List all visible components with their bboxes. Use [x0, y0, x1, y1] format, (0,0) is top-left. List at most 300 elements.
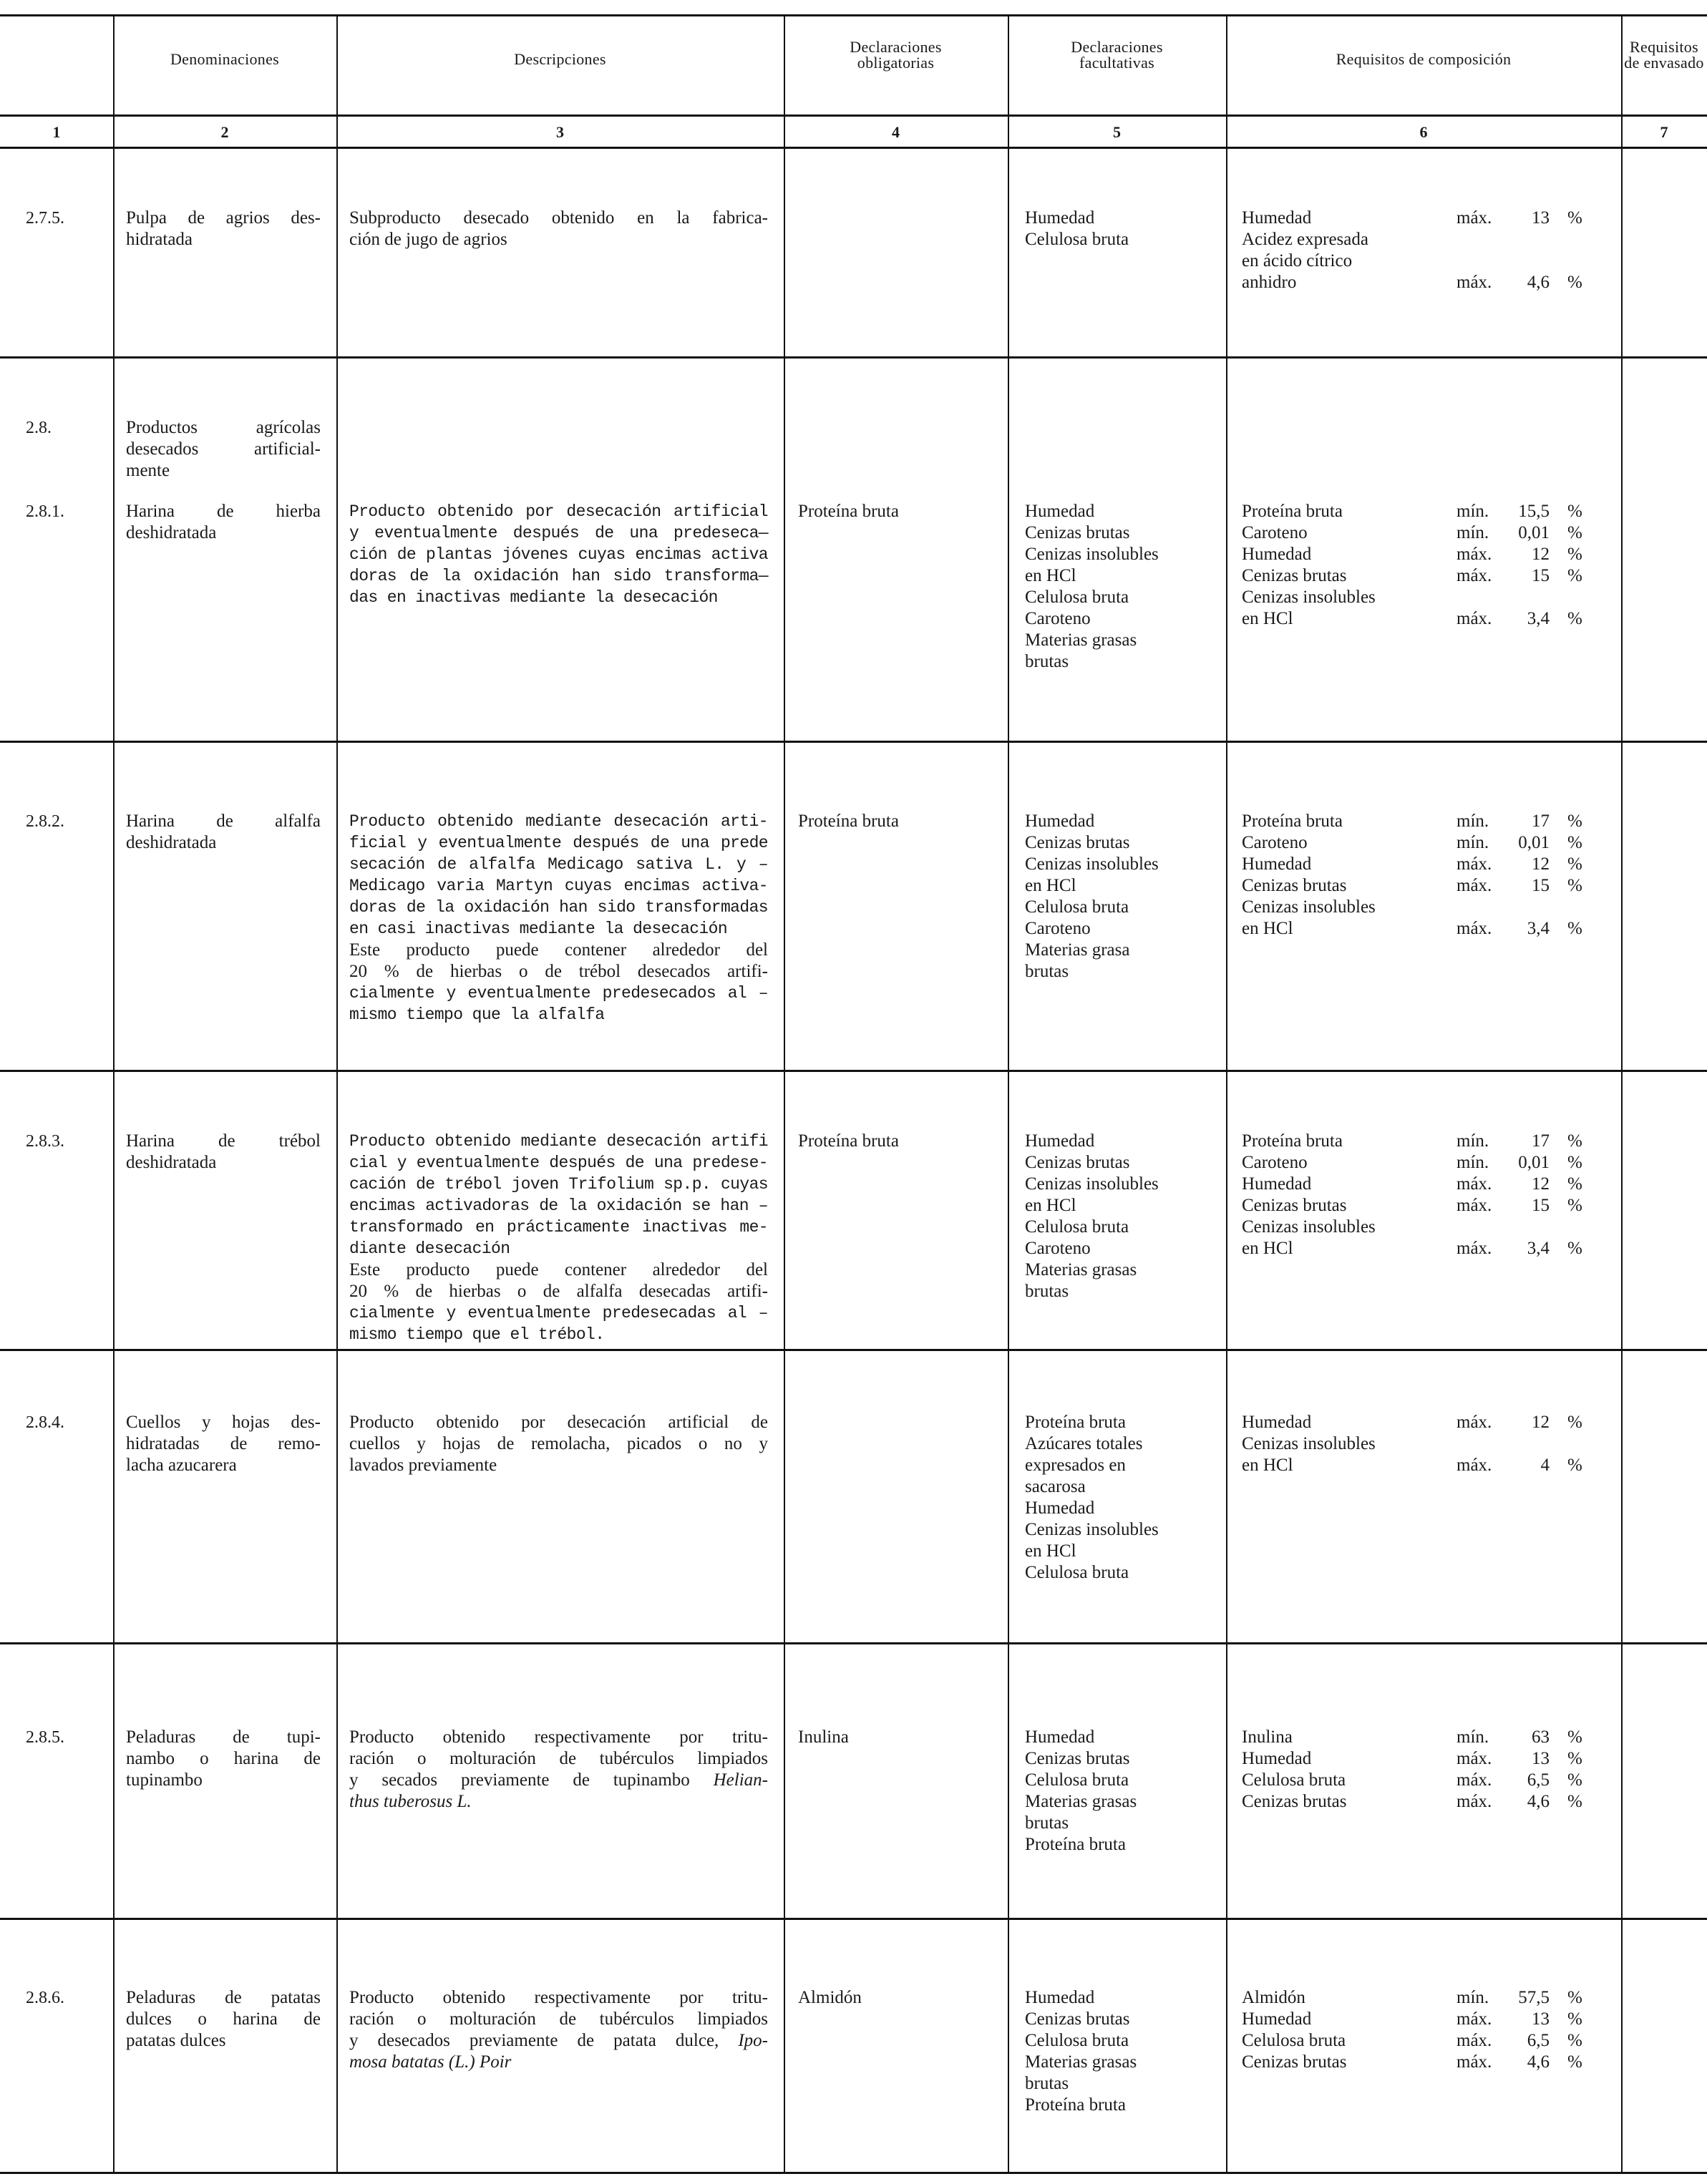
requirement-label: Humedad: [1242, 1413, 1312, 1432]
requirement-row: [1242, 897, 1608, 918]
requirement-unit: %: [1567, 2052, 1582, 2072]
requirement-label: Caroteno: [1242, 523, 1308, 542]
optional-item: Proteína bruta: [1025, 1835, 1126, 1854]
requirement-row: [1242, 608, 1608, 630]
requirement-label: en HCl: [1242, 609, 1293, 628]
optional-item: Cenizas brutas: [1025, 833, 1130, 852]
row-name: [126, 1727, 321, 1791]
obligatory-declaration: Proteína bruta: [798, 502, 899, 521]
optional-item: en HCl: [1025, 1196, 1076, 1215]
requirement-row: [1242, 1131, 1608, 1152]
requirement-label: Inulina: [1242, 1727, 1293, 1747]
optional-item: Proteína bruta: [1025, 2095, 1126, 2115]
optional-item: sacarosa: [1025, 1477, 1086, 1496]
name-line: Peladuras de patatas: [126, 1988, 321, 2007]
requirement-label: Proteína bruta: [1242, 811, 1343, 831]
requirement-row: [1242, 501, 1608, 522]
row-separator: [0, 356, 1707, 359]
scientific-name: Ipo-: [738, 2031, 768, 2050]
row-description: [349, 501, 768, 608]
composition-requirements: [1242, 811, 1608, 940]
requirement-qualifier: máx.: [1456, 1770, 1492, 1790]
composition-requirements: [1242, 1987, 1608, 2073]
requirement-value: 4: [1540, 1456, 1550, 1475]
requirement-value: 15: [1532, 1196, 1550, 1215]
requirement-unit: %: [1567, 523, 1582, 542]
requirement-value: 15: [1532, 876, 1550, 895]
requirement-label: en HCl: [1242, 1456, 1293, 1475]
requirement-unit: %: [1567, 566, 1582, 585]
optional-item: Cenizas brutas: [1025, 1153, 1130, 1172]
requirement-value: 13: [1532, 208, 1550, 228]
name-line: Harina de alfalfa: [126, 811, 321, 831]
requirement-row: [1242, 832, 1608, 854]
requirement-qualifier: mín.: [1456, 1153, 1489, 1172]
composition-requirements: [1242, 1727, 1608, 1813]
requirement-label: Almidón: [1242, 1988, 1305, 2007]
requirement-value: 15,5: [1518, 502, 1550, 521]
description-line: Producto obtenido respectivamente por tritu-: [349, 1727, 768, 1747]
description-line: doras de la oxidación han sido transformadas: [349, 898, 768, 917]
description-line: Producto obtenido por desecación artificial de: [349, 1413, 768, 1432]
description-line: y secados previamente de tupinambo Helian-: [349, 1770, 768, 1790]
description-line: en casi inactivas mediante la desecación: [349, 920, 728, 938]
optional-item: Humedad: [1025, 502, 1095, 521]
name-line: Harina de hierba: [126, 502, 321, 521]
requirement-label: Humedad: [1242, 545, 1312, 564]
optional-item: Caroteno: [1025, 609, 1091, 628]
requirement-unit: %: [1567, 811, 1582, 831]
name-line: patatas dulces: [126, 2031, 226, 2050]
requirement-row: [1242, 1152, 1608, 1174]
column-divider: [336, 14, 338, 2172]
requirement-value: 13: [1532, 1749, 1550, 1768]
requirement-unit: %: [1567, 1792, 1582, 1811]
description-line: doras de la oxidación han sido transforma—: [349, 567, 768, 585]
name-line: Cuellos y hojas des-: [126, 1413, 321, 1432]
requirement-label: en HCl: [1242, 919, 1293, 938]
requirement-row: [1242, 1195, 1608, 1217]
requirement-qualifier: mín.: [1456, 1727, 1489, 1747]
row-code: 2.8.2.: [26, 812, 64, 831]
requirement-row: [1242, 250, 1608, 272]
name-line: Productos agrícolas: [126, 418, 321, 437]
optional-item: Materias grasas: [1025, 2052, 1137, 2072]
name-line: Harina de trébol: [126, 1131, 321, 1151]
requirement-label: Humedad: [1242, 2009, 1312, 2029]
requirement-unit: %: [1567, 919, 1582, 938]
requirement-value: 0,01: [1518, 1153, 1550, 1172]
row-name: [126, 501, 321, 544]
description-line: [349, 1791, 768, 1813]
optional-item: brutas: [1025, 1282, 1069, 1301]
description-line: lavados previamente: [349, 1456, 497, 1475]
requirement-unit: %: [1567, 208, 1582, 228]
requirement-value: 17: [1532, 811, 1550, 831]
requirement-unit: %: [1567, 273, 1582, 292]
column-header-5: facultativas: [1079, 54, 1154, 72]
row-name: [126, 1412, 321, 1476]
column-divider: [113, 14, 115, 2172]
optional-item: Celulosa bruta: [1025, 1217, 1129, 1237]
description-line: encimas activadoras de la oxidación se han –: [349, 1196, 768, 1215]
row-code: 2.8.1.: [26, 502, 64, 521]
requirement-row: [1242, 208, 1608, 229]
requirement-qualifier: máx.: [1456, 876, 1492, 895]
requirement-unit: %: [1567, 2009, 1582, 2029]
requirement-value: 15: [1532, 566, 1550, 585]
requirement-label: Humedad: [1242, 1749, 1312, 1768]
optional-declarations: [1025, 208, 1222, 250]
optional-item: Humedad: [1025, 811, 1095, 831]
requirement-value: 12: [1532, 1413, 1550, 1432]
requirement-value: 17: [1532, 1131, 1550, 1151]
description-line: ración o molturación de tubérculos limpiados: [349, 1749, 768, 1768]
requirement-row: [1242, 1174, 1608, 1195]
requirement-row: [1242, 522, 1608, 544]
description-line: ración o molturación de tubérculos limpiados: [349, 2009, 768, 2029]
description-line: mismo tiempo que el trébol.: [349, 1325, 605, 1344]
requirement-unit: %: [1567, 2031, 1582, 2050]
column-header-4: obligatorias: [857, 54, 935, 72]
name-line: lacha azucarera: [126, 1456, 237, 1475]
requirement-row: [1242, 1433, 1608, 1455]
description-line: cial y eventualmente después de una predese-: [349, 1154, 768, 1172]
description-line: diante desecación: [349, 1239, 510, 1258]
optional-item: Cenizas brutas: [1025, 1749, 1130, 1768]
name-line: Peladuras de tupi-: [126, 1727, 321, 1747]
requirement-label: Celulosa bruta: [1242, 2031, 1346, 2050]
optional-item: Cenizas brutas: [1025, 523, 1130, 542]
requirement-qualifier: máx.: [1456, 273, 1492, 292]
requirement-unit: %: [1567, 1239, 1582, 1258]
optional-item: en HCl: [1025, 876, 1076, 895]
requirement-qualifier: mín.: [1456, 523, 1489, 542]
requirement-label: Acidez expresada: [1242, 230, 1368, 249]
requirement-unit: %: [1567, 1153, 1582, 1172]
requirement-row: [1242, 1791, 1608, 1813]
composition-requirements: [1242, 1412, 1608, 1476]
optional-declarations: [1025, 1131, 1222, 1302]
requirement-qualifier: máx.: [1456, 1196, 1492, 1215]
description-line: y eventualmente después de una predeseca—: [349, 524, 768, 542]
description-line: secación de alfalfa Medicago sativa L. y –: [349, 855, 768, 874]
row-code: 2.8.3.: [26, 1132, 64, 1151]
requirement-qualifier: mín.: [1456, 1988, 1489, 2007]
description-line: Producto obtenido mediante desecación arti-: [349, 812, 768, 831]
optional-item: en HCl: [1025, 1541, 1076, 1561]
name-line: Pulpa de agrios des-: [126, 208, 321, 228]
requirement-unit: %: [1567, 1174, 1582, 1194]
column-divider: [1008, 14, 1009, 2172]
requirement-value: 3,4: [1527, 919, 1550, 938]
optional-item: Cenizas insolubles: [1025, 1174, 1159, 1194]
requirement-value: 57,5: [1518, 1988, 1550, 2007]
column-header-2: Denominaciones: [170, 50, 280, 68]
row-code: 2.7.5.: [26, 209, 64, 228]
description-line: 20 % de hierbas o de trébol desecados artifi-: [349, 962, 768, 981]
description-line: cialmente y eventualmente predesecados al –: [349, 984, 768, 1003]
optional-item: Celulosa bruta: [1025, 1563, 1129, 1582]
column-divider: [784, 14, 785, 2172]
description-line: transformado en prácticamente inactivas me-: [349, 1218, 768, 1237]
requirement-row: [1242, 1455, 1608, 1476]
row-description: [349, 208, 768, 250]
requirement-label: Cenizas brutas: [1242, 2052, 1347, 2072]
description-line: ción de plantas jóvenes cuyas encimas activa: [349, 545, 768, 564]
requirement-row: [1242, 1727, 1608, 1748]
requirement-unit: %: [1567, 833, 1582, 852]
column-number-3: 3: [556, 123, 564, 141]
optional-item: Materias grasas: [1025, 630, 1137, 650]
optional-item: Materias grasa: [1025, 940, 1130, 960]
column-number-2: 2: [220, 123, 229, 141]
description-line: Producto obtenido por desecación artificial: [349, 502, 768, 521]
description-line: cialmente y eventualmente predesecadas al –: [349, 1304, 768, 1322]
description-line: 20 % de hierbas o de alfalfa desecadas artifi-: [349, 1282, 768, 1301]
requirement-row: [1242, 1238, 1608, 1259]
description-line: mismo tiempo que la alfalfa: [349, 1005, 605, 1024]
column-divider: [1621, 14, 1623, 2172]
row-name: [126, 417, 321, 482]
requirement-unit: %: [1567, 1727, 1582, 1747]
name-line: hidratadas de remo-: [126, 1434, 321, 1453]
row-description: [349, 1412, 768, 1476]
requirement-row: [1242, 587, 1608, 608]
requirement-row: [1242, 2052, 1608, 2073]
requirement-label: Cenizas brutas: [1242, 876, 1347, 895]
requirement-value: 6,5: [1527, 1770, 1550, 1790]
composition-requirements: [1242, 1131, 1608, 1259]
row-separator: [0, 1642, 1707, 1644]
requirement-qualifier: máx.: [1456, 1456, 1492, 1475]
requirement-label: Cenizas insolubles: [1242, 1434, 1376, 1453]
column-header-6: Requisitos de composición: [1336, 50, 1512, 68]
name-line: hidratada: [126, 230, 193, 249]
column-number-4: 4: [892, 123, 900, 141]
requirement-qualifier: máx.: [1456, 1413, 1492, 1432]
optional-item: Celulosa bruta: [1025, 2031, 1129, 2050]
optional-item: Celulosa bruta: [1025, 897, 1129, 917]
requirement-label: Caroteno: [1242, 833, 1308, 852]
column-number-7: 7: [1660, 123, 1668, 141]
requirement-value: 4,6: [1527, 1792, 1550, 1811]
optional-item: Humedad: [1025, 1498, 1095, 1518]
optional-item: Humedad: [1025, 1131, 1095, 1151]
requirement-value: 4,6: [1527, 273, 1550, 292]
optional-declarations: [1025, 501, 1222, 673]
row-separator: [0, 1349, 1707, 1351]
requirement-qualifier: máx.: [1456, 2031, 1492, 2050]
row-description: [349, 811, 768, 1025]
description-line: Producto obtenido respectivamente por tritu-: [349, 1988, 768, 2007]
optional-item: Humedad: [1025, 1727, 1095, 1747]
description-line: cuellos y hojas de remolacha, picados o no y: [349, 1434, 768, 1453]
optional-declarations: [1025, 1727, 1222, 1856]
name-line: deshidratada: [126, 523, 217, 542]
description-line: Subproducto desecado obtenido en la fabrica-: [349, 208, 768, 228]
requirement-label: Celulosa bruta: [1242, 1770, 1346, 1790]
requirement-label: en ácido cítrico: [1242, 251, 1353, 270]
row-code: 2.8.6.: [26, 1989, 64, 2007]
requirement-unit: %: [1567, 1770, 1582, 1790]
requirement-qualifier: máx.: [1456, 2052, 1492, 2072]
requirement-row: [1242, 565, 1608, 587]
requirement-value: 3,4: [1527, 609, 1550, 628]
requirement-label: Cenizas insolubles: [1242, 1217, 1376, 1237]
optional-item: brutas: [1025, 1813, 1069, 1833]
optional-declarations: [1025, 1987, 1222, 2116]
optional-declarations: [1025, 1412, 1222, 1584]
name-line: desecados artificial-: [126, 439, 321, 459]
description-line: [349, 2052, 768, 2073]
requirement-value: 13: [1532, 2009, 1550, 2029]
requirement-label: Humedad: [1242, 208, 1312, 228]
requirement-unit: %: [1567, 609, 1582, 628]
optional-item: brutas: [1025, 2074, 1069, 2093]
requirement-label: Cenizas insolubles: [1242, 897, 1376, 917]
requirement-row: [1242, 1217, 1608, 1238]
optional-item: Azúcares totales: [1025, 1434, 1143, 1453]
column-number-6: 6: [1419, 123, 1428, 141]
optional-item: Celulosa bruta: [1025, 230, 1129, 249]
optional-item: Cenizas insolubles: [1025, 1520, 1159, 1539]
optional-item: brutas: [1025, 652, 1069, 671]
name-line: deshidratada: [126, 1153, 217, 1172]
requirement-row: [1242, 811, 1608, 832]
requirement-value: 63: [1532, 1727, 1550, 1747]
requirement-row: [1242, 229, 1608, 250]
requirement-row: [1242, 1748, 1608, 1770]
requirement-row: [1242, 1770, 1608, 1791]
requirement-qualifier: máx.: [1456, 919, 1492, 938]
row-name: [126, 1131, 321, 1174]
requirement-label: Caroteno: [1242, 1153, 1308, 1172]
composition-requirements: [1242, 208, 1608, 293]
requirement-unit: %: [1567, 1196, 1582, 1215]
requirement-qualifier: máx.: [1456, 566, 1492, 585]
scientific-name: thus tuberosus L.: [349, 1792, 472, 1811]
requirement-unit: %: [1567, 1988, 1582, 2007]
requirement-label: Cenizas brutas: [1242, 1196, 1347, 1215]
description-line: y desecados previamente de patata dulce, Ipo-: [349, 2031, 768, 2050]
requirement-value: 12: [1532, 545, 1550, 564]
requirement-qualifier: máx.: [1456, 854, 1492, 874]
requirement-value: 4,6: [1527, 2052, 1550, 2072]
description-line: ficial y eventualmente después de una prede: [349, 834, 768, 852]
requirement-value: 0,01: [1518, 523, 1550, 542]
optional-item: brutas: [1025, 962, 1069, 981]
requirement-row: [1242, 918, 1608, 940]
row-separator: [0, 2172, 1707, 2174]
requirement-row: [1242, 854, 1608, 875]
requirement-value: 3,4: [1527, 1239, 1550, 1258]
requirement-unit: %: [1567, 876, 1582, 895]
optional-item: Celulosa bruta: [1025, 1770, 1129, 1790]
column-header-5: Declaraciones: [1071, 38, 1163, 56]
requirement-label: Proteína bruta: [1242, 1131, 1343, 1151]
requirement-qualifier: máx.: [1456, 545, 1492, 564]
requirement-qualifier: máx.: [1456, 1749, 1492, 1768]
obligatory-declaration: Proteína bruta: [798, 1131, 899, 1151]
description-line: Medicago varia Martyn cuyas encimas activa-: [349, 877, 768, 895]
column-number-1: 1: [52, 123, 61, 141]
requirement-label: Cenizas insolubles: [1242, 588, 1376, 607]
optional-item: Caroteno: [1025, 919, 1091, 938]
column-header-7: Requisitos: [1630, 38, 1698, 56]
optional-item: Proteína bruta: [1025, 1413, 1126, 1432]
optional-item: Cenizas brutas: [1025, 2009, 1130, 2029]
column-header-4: Declaraciones: [850, 38, 942, 56]
description-line: ción de jugo de agrios: [349, 230, 507, 249]
row-description: [349, 1131, 768, 1345]
requirement-qualifier: mín.: [1456, 502, 1489, 521]
requirement-label: Proteína bruta: [1242, 502, 1343, 521]
scientific-name: Helian-: [713, 1770, 768, 1790]
requirement-unit: %: [1567, 1413, 1582, 1432]
description-line: cación de trébol joven Trifolium sp.p. cuyas: [349, 1175, 768, 1194]
requirement-row: [1242, 2009, 1608, 2030]
requirement-row: [1242, 875, 1608, 897]
requirement-qualifier: mín.: [1456, 1131, 1489, 1151]
requirement-row: [1242, 544, 1608, 565]
row-code: 2.8.5.: [26, 1728, 64, 1747]
requirement-label: anhidro: [1242, 273, 1297, 292]
optional-item: Materias grasas: [1025, 1260, 1137, 1279]
optional-item: Caroteno: [1025, 1239, 1091, 1258]
requirement-row: [1242, 1987, 1608, 2009]
requirement-label: Cenizas brutas: [1242, 1792, 1347, 1811]
obligatory-declaration: Almidón: [798, 1988, 862, 2007]
obligatory-declaration: Inulina: [798, 1727, 849, 1747]
optional-item: Cenizas insolubles: [1025, 545, 1159, 564]
requirement-unit: %: [1567, 1131, 1582, 1151]
requirement-label: en HCl: [1242, 1239, 1293, 1258]
row-description: [349, 1987, 768, 2073]
name-line: nambo o harina de: [126, 1749, 321, 1768]
requirement-qualifier: máx.: [1456, 1239, 1492, 1258]
row-separator: [0, 741, 1707, 743]
requirement-qualifier: máx.: [1456, 1792, 1492, 1811]
row-description: [349, 1727, 768, 1813]
column-number-5: 5: [1113, 123, 1121, 141]
optional-item: Cenizas insolubles: [1025, 854, 1159, 874]
requirement-qualifier: máx.: [1456, 1174, 1492, 1194]
requirement-unit: %: [1567, 1749, 1582, 1768]
optional-item: Humedad: [1025, 208, 1095, 228]
description-line: Este producto puede contener alrededor del: [349, 1260, 768, 1279]
requirement-value: 0,01: [1518, 833, 1550, 852]
requirement-qualifier: máx.: [1456, 208, 1492, 228]
requirement-qualifier: máx.: [1456, 2009, 1492, 2029]
optional-item: expresados en: [1025, 1456, 1126, 1475]
requirement-value: 6,5: [1527, 2031, 1550, 2050]
requirement-unit: %: [1567, 502, 1582, 521]
row-code: 2.8.: [26, 419, 52, 437]
requirement-value: 12: [1532, 1174, 1550, 1194]
composition-requirements: [1242, 501, 1608, 630]
optional-declarations: [1025, 811, 1222, 983]
row-name: [126, 811, 321, 854]
description-line: das en inactivas mediante la desecación: [349, 588, 718, 607]
requirement-value: 12: [1532, 854, 1550, 874]
optional-item: Humedad: [1025, 1988, 1095, 2007]
row-name: [126, 208, 321, 250]
requirement-unit: %: [1567, 545, 1582, 564]
obligatory-declaration: Proteína bruta: [798, 811, 899, 831]
column-divider: [1226, 14, 1227, 2172]
name-line: dulces o harina de: [126, 2009, 321, 2029]
